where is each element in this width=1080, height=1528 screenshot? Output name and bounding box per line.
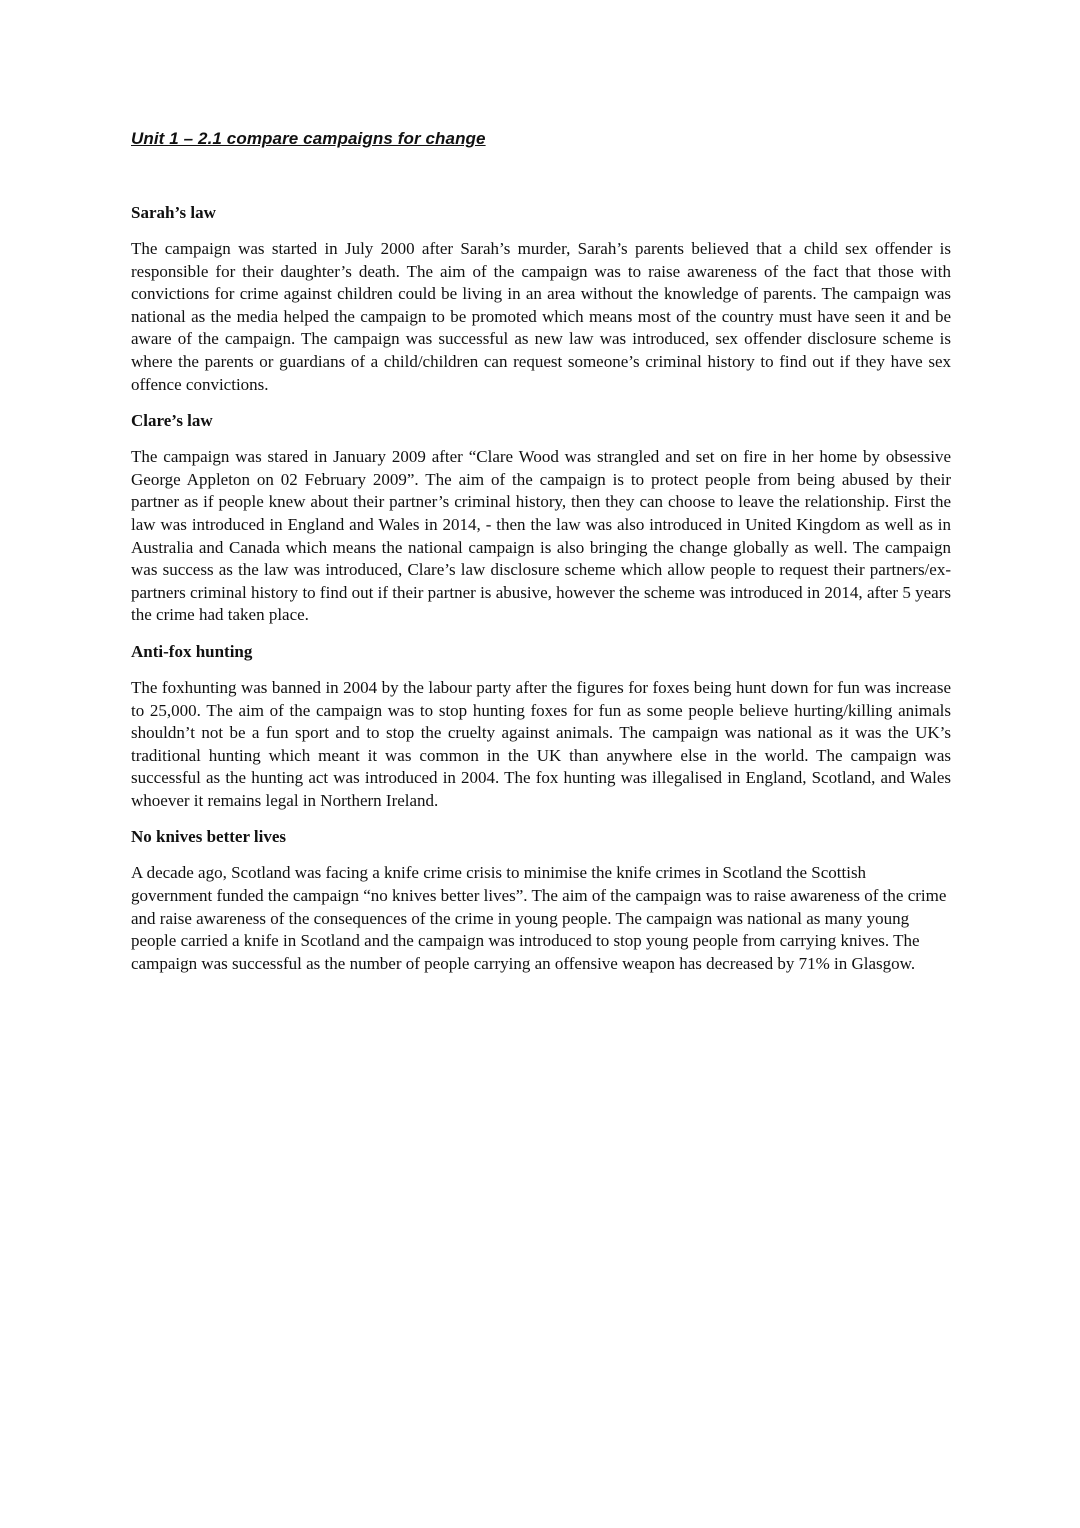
- section-heading: No knives better lives: [131, 827, 287, 847]
- section-no-knives-better-lives: [131, 826, 951, 975]
- section-body: A decade ago, Scotland was facing a knife crime crisis to minimise the knife crimes in Scotland the Scottish government funded the campaign “no knives better lives”. The aim of the campaign was to raise awareness of the crime and raise awareness of the consequences of the crime in young people. The campaign was national as many young people carried a knife in Scotland and the campaign was introduced to stop young people from carrying knives. The campaign was successful as the number of people carrying an offensive weapon has decreased by 71% in Glasgow.: [131, 863, 947, 973]
- section-clares-law: [131, 410, 951, 627]
- section-body: The campaign was stared in January 2009 after “Clare Wood was strangled and set on fire in her home by obsessive George Appleton on 02 February 2009”. The aim of the campaign is to protect people from being abused by their partner as if people knew about their partner’s criminal history, then they can choose to leave the relationship. First the law was introduced in England and Wales in 2014, - then the law was also introduced in United Kingdom as well as in Australia and Canada which means the national campaign is also bringing the change globally as well. The campaign was success as the law was introduced, Clare’s law disclosure scheme which allow people to request their partners/ex-partners criminal history to find out if their partner is abusive, however the scheme was introduced in 2014, after 5 years the crime had taken place.: [131, 447, 951, 625]
- document-title: Unit 1 – 2.1 compare campaigns for change: [131, 129, 486, 148]
- section-heading: Anti-fox hunting: [131, 641, 253, 661]
- section-heading: Sarah’s law: [131, 203, 216, 222]
- section-sarahs-law: [131, 202, 951, 396]
- section-heading: Clare’s law: [131, 411, 213, 431]
- section-body: The campaign was started in July 2000 after Sarah’s murder, Sarah’s parents believed that a child sex offender is responsible for their daughter’s death. The aim of the campaign was to raise awareness of the fact that those with convictions for crime against children could be living in an area without the knowledge of parents. The campaign was national as the media helped the campaign to be promoted which means most of the country must have seen it and be aware of the campaign. The campaign was successful as new law was introduced, sex offender disclosure scheme is where the parents or guardians of a child/children can request someone’s criminal history to find out if they have sex offence convictions.: [131, 239, 951, 394]
- section-anti-fox-hunting: [131, 641, 951, 813]
- section-body: The foxhunting was banned in 2004 by the labour party after the figures for foxes being hunt down for fun was increase to 25,000. The aim of the campaign was to stop hunting foxes for fun as some people believe hurting/killing animals shouldn’t not be a fun sport and to stop the cruelty against animals. The campaign was national as it was the UK’s traditional hunting which meant it was common in the UK than anywhere else in the world. The campaign was successful as the hunting act was introduced in 2004. The fox hunting was illegalised in England, Scotland, and Wales whoever it remains legal in Northern Ireland.: [131, 677, 951, 810]
- document-content: [131, 128, 951, 989]
